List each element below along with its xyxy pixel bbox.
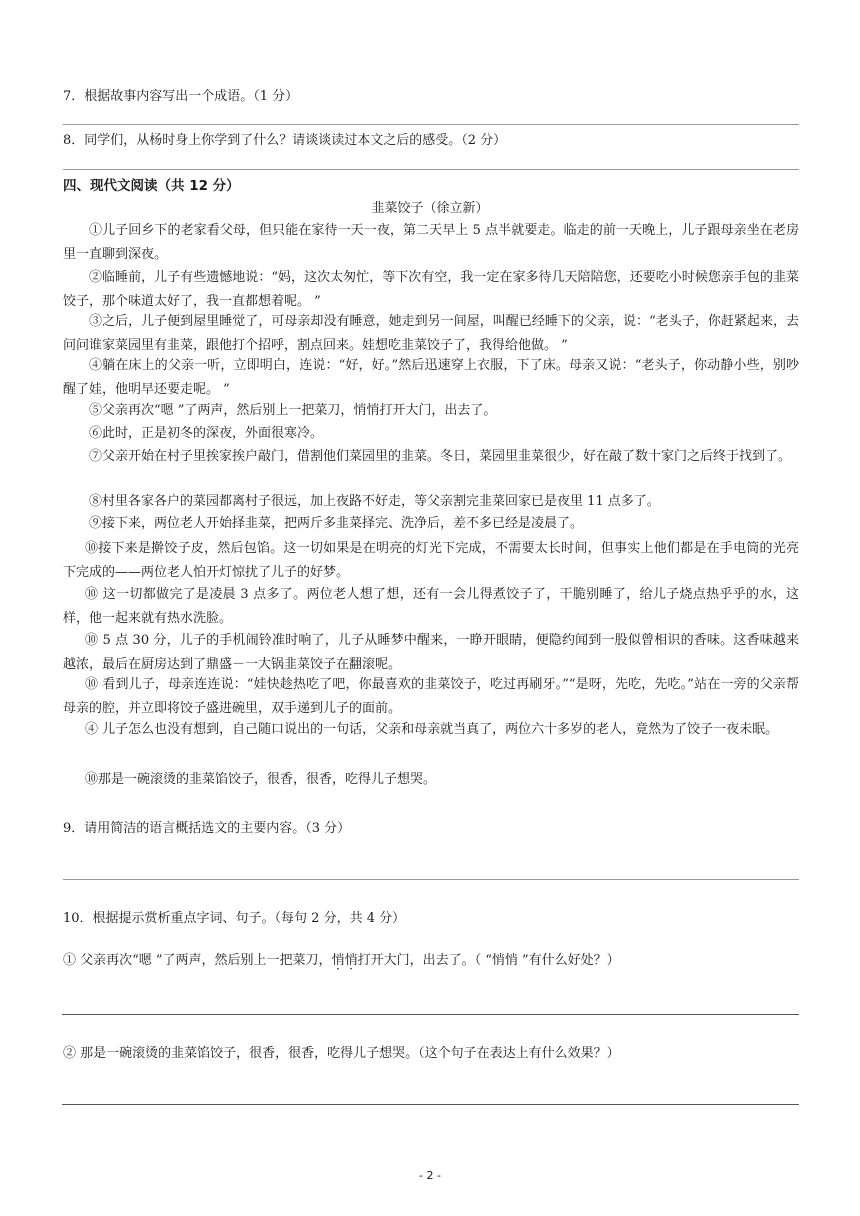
page-number: - 2 - (419, 1169, 441, 1182)
question-7: 7．根据故事内容写出一个成语。（1 分） (63, 89, 299, 104)
story-paragraph-8: ⑧村里各家各户的菜园都离村子很远，加上夜路不好走，等父亲割完韭菜回家已是夜里 11 点多了。 (89, 494, 660, 509)
emphasis-mark-char: 悄 (331, 953, 345, 968)
story-paragraph-6: ⑥此时，正是初冬的深夜，外面很寒冷。 (89, 426, 324, 441)
question-9: 9．请用简洁的语言概括选文的主要内容。（3 分） (63, 821, 351, 836)
answer-line-q10-2 (62, 1104, 799, 1105)
answer-line-q9 (63, 879, 799, 880)
story-paragraph-10: ⑩接下来是擀饺子皮，然后包馅。这一切如果是在明亮的灯光下完成，不需要太长时间，但事实上他们都是在手电筒的光亮下完成的——两位老人怕开灯惊扰了儿子的好梦。 (63, 541, 799, 580)
story-title: 韭菜饺子（徐立新） (371, 201, 489, 216)
story-paragraph-14: ④ 儿子怎么也没有想到，自己随口说出的一句话，父亲和母亲就当真了，两位六十多岁的老人，竟然为了饺子一夜未眠。 (85, 722, 779, 737)
story-paragraph-7: ⑦父亲开始在村子里挨家挨户敲门，借割他们菜园里的韭菜。冬日，菜园里韭菜很少，好在敲了数十家门之后终于找到了。 (89, 449, 792, 464)
story-paragraph-13: ⑩ 看到儿子，母亲连连说：“娃快趁热吃了吧，你最喜欢的韭菜饺子，吃过再刷牙。”“是呀，先吃，先吃。”站在一旁的父亲帮母亲的腔，并立即将饺子盛进碗里，双手递到儿子的面前。 (63, 677, 799, 716)
question-10: 10．根据提示赏析重点字词、句子。（每句 2 分，共 4 分） (63, 911, 406, 926)
story-paragraph-12: ⑩ 5 点 30 分，儿子的手机闹铃准时响了，儿子从睡梦中醒来，一睁开眼睛，便隐约闻到一股似曾相识的香味。这香味越来越浓，最后在厨房达到了鼎盛－一大锅韭菜饺子在翻滚呢。 (63, 633, 799, 672)
story-paragraph-2: ②临睡前，儿子有些遗憾地说：“妈，这次太匆忙，等下次有空，我一定在家多待几天陪陪您，还要吃小时候您亲手包的韭菜饺子，那个味道太好了，我一直都想着呢。 ” (63, 270, 799, 309)
question-10-item-1 (63, 952, 799, 969)
story-paragraph-15: ⑩那是一碗滚烫的韭菜馅饺子，很香，很香，吃得儿子想哭。 (85, 772, 437, 787)
story-paragraph-4: ④躺在床上的父亲一听，立即明白，连说：“好，好。”然后迅速穿上衣服，下了床。母亲又说：“老头子，你动静小些，别吵醒了娃，他明早还要走呢。 ” (63, 358, 799, 397)
answer-line-q8 (63, 169, 799, 170)
question-10-item-2: ② 那是一碗滚烫的韭菜馅饺子，很香，很香，吃得儿子想哭。（这个句子在表达上有什么效果？） (63, 1046, 620, 1061)
answer-line-q10-1 (62, 1014, 799, 1015)
emphasis-mark-char: 悄 (344, 953, 358, 968)
question-10-item-1-text-end: 打开大门，出去了。（ “悄悄 ”有什么好处？） (357, 953, 620, 968)
story-paragraph-3: ③之后，儿子便到屋里睡觉了，可母亲却没有睡意，她走到另一间屋，叫醒已经睡下的父亲，说：“老头子，你赶紧起来，去问问谁家菜园里有韭菜，跟他打个招呼，割点回来。娃想吃韭菜饺子了，我得给他做。 ” (63, 314, 799, 353)
section-title: 四、现代文阅读（共 12 分） (63, 178, 240, 194)
answer-line-q7 (63, 124, 799, 125)
story-paragraph-1: ①儿子回乡下的老家看父母，但只能在家待一天一夜，第二天早上 5 点半就要走。临走的前一天晚上，儿子跟母亲坐在老房里一直聊到深夜。 (63, 223, 799, 262)
question-10-item-1-text-start: ① 父亲再次“嗯 ”了两声，然后别上一把菜刀， (63, 953, 332, 968)
story-paragraph-9: ⑨接下来，两位老人开始择韭菜，把两斤多韭菜择完、洗净后，差不多已经是凌晨了。 (89, 516, 584, 531)
question-8: 8．同学们，从杨时身上你学到了什么？请谈谈读过本文之后的感受。（2 分） (63, 133, 507, 148)
story-paragraph-5: ⑤父亲再次“嗯 ”了两声，然后别上一把菜刀，悄悄打开大门，出去了。 (89, 403, 497, 418)
story-paragraph-11: ⑩ 这一切都做完了是凌晨 3 点多了。两位老人想了想，还有一会儿得煮饺子了，干脆别睡了，给儿子烧点热乎乎的水，这样，他一起来就有热水洗脸。 (63, 587, 799, 626)
